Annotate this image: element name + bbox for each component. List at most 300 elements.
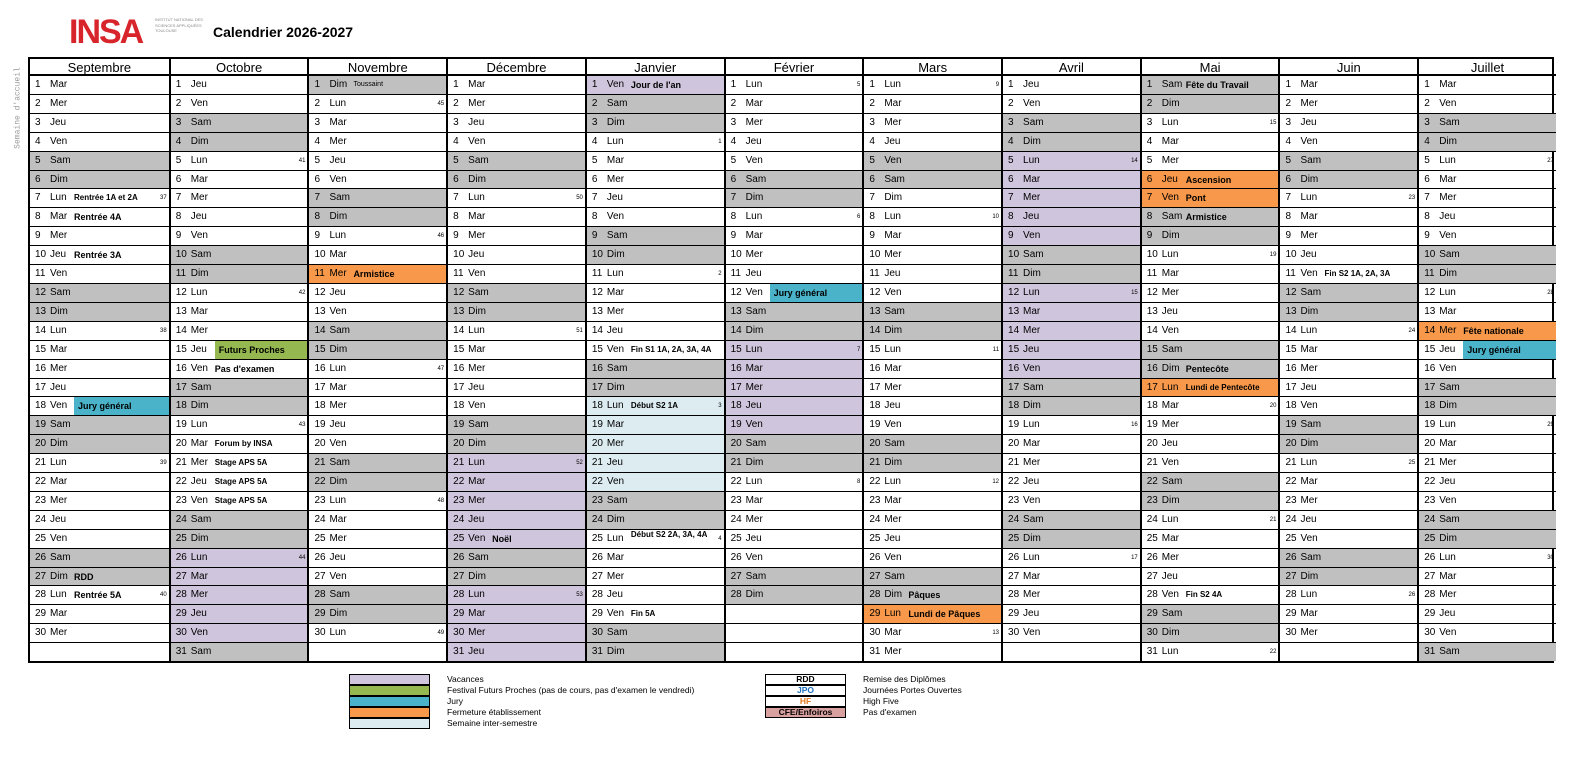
weekday: Jeu bbox=[1439, 343, 1456, 355]
weekday: Sam bbox=[1023, 381, 1044, 393]
day-number: 11 bbox=[453, 268, 464, 280]
day-cell bbox=[587, 341, 724, 360]
day-number: 14 bbox=[35, 324, 47, 336]
weekday: Sam bbox=[606, 494, 628, 506]
day-number: 23 bbox=[1285, 494, 1297, 506]
day-cell bbox=[726, 416, 863, 435]
weekday: Jeu bbox=[1161, 438, 1178, 450]
event-label: Rentrée 3A bbox=[74, 250, 122, 261]
day-number: 21 bbox=[869, 457, 881, 469]
event-label: Noël bbox=[492, 533, 512, 544]
day-cell bbox=[1280, 549, 1417, 568]
day-number: 26 bbox=[730, 551, 742, 563]
day-number: 20 bbox=[730, 438, 742, 450]
month-header: Octobre bbox=[171, 59, 308, 76]
week-number: 49 bbox=[437, 630, 445, 637]
day-number: 16 bbox=[1146, 362, 1158, 374]
weekday: Sam bbox=[1300, 551, 1322, 563]
weekday: Ven bbox=[1023, 494, 1041, 506]
day-number: 29 bbox=[35, 608, 47, 620]
weekday: Mer bbox=[1161, 419, 1179, 431]
day-number: 18 bbox=[1008, 400, 1020, 412]
weekday: Sam bbox=[190, 381, 212, 393]
day-number: 14 bbox=[1008, 324, 1020, 336]
weekday: Mar bbox=[884, 362, 902, 374]
day-number: 13 bbox=[869, 305, 881, 317]
day-cell bbox=[864, 152, 1001, 171]
event-label: Forum by INSA bbox=[214, 439, 273, 449]
month-header: Mars bbox=[864, 59, 1001, 76]
side-label-text: Semaine d'accueil bbox=[13, 67, 23, 149]
weekday: Ven bbox=[745, 551, 763, 563]
weekday: Mar bbox=[468, 343, 486, 355]
day-number: 17 bbox=[453, 381, 465, 393]
day-number: 27 bbox=[314, 570, 326, 582]
weekday: Mar bbox=[1161, 532, 1179, 544]
day-number: 9 bbox=[730, 230, 737, 242]
day-number: 28 bbox=[314, 589, 326, 601]
day-number: 4 bbox=[1008, 135, 1014, 147]
weekday: Ven bbox=[884, 419, 902, 431]
day-number: 28 bbox=[453, 589, 465, 601]
weekday: Dim bbox=[50, 570, 68, 582]
weekday: Sam bbox=[1161, 476, 1183, 488]
day-cell bbox=[1003, 95, 1140, 114]
day-cell bbox=[864, 549, 1001, 568]
day-number: 28 bbox=[1146, 589, 1158, 601]
event-label: Ascension bbox=[1185, 174, 1232, 185]
day-number: 16 bbox=[1285, 362, 1297, 374]
day-cell bbox=[448, 549, 585, 568]
day-number: 29 bbox=[1285, 608, 1297, 620]
weekday: Jeu bbox=[1439, 476, 1456, 488]
day-number: 1 bbox=[1146, 79, 1153, 90]
weekday: Lun bbox=[50, 589, 67, 601]
day-cell bbox=[30, 76, 169, 95]
day-number: 15 bbox=[35, 343, 47, 355]
weekday: Dim bbox=[1161, 230, 1180, 242]
weekday: Sam bbox=[1161, 343, 1183, 355]
legend-swatch-jury bbox=[349, 696, 430, 707]
day-cell bbox=[309, 284, 446, 303]
weekday: Jeu bbox=[1300, 116, 1317, 128]
weekday: Mer bbox=[745, 249, 763, 261]
day-number: 12 bbox=[1285, 286, 1297, 298]
day-number: 22 bbox=[869, 476, 881, 488]
weekday: Mer bbox=[1439, 324, 1457, 336]
weekday: Dim bbox=[329, 79, 348, 90]
day-cell bbox=[1280, 152, 1417, 171]
weekday: Lun bbox=[1023, 286, 1040, 298]
day-number: 30 bbox=[314, 627, 326, 639]
day-number: 5 bbox=[730, 154, 737, 166]
day-cell bbox=[1142, 246, 1279, 265]
weekday: Lun bbox=[468, 589, 485, 601]
day-number: 17 bbox=[35, 381, 47, 393]
day-cell bbox=[309, 454, 446, 473]
day-number: 6 bbox=[175, 173, 182, 185]
weekday: Sam bbox=[606, 362, 628, 374]
empty-cell bbox=[726, 605, 863, 624]
day-cell bbox=[587, 605, 724, 624]
empty-cell bbox=[1280, 643, 1417, 661]
day-number: 3 bbox=[314, 116, 320, 128]
day-cell bbox=[1419, 95, 1556, 114]
day-cell bbox=[1280, 114, 1417, 133]
day-cell bbox=[587, 246, 724, 265]
weekday: Sam bbox=[190, 116, 212, 128]
day-number: 5 bbox=[453, 154, 459, 166]
day-cell bbox=[1003, 303, 1140, 322]
day-cell bbox=[726, 549, 863, 568]
day-cell bbox=[1280, 76, 1417, 95]
weekday: Sam bbox=[1161, 79, 1183, 90]
weekday: Sam bbox=[329, 324, 350, 336]
day-number: 25 bbox=[591, 532, 603, 544]
day-cell bbox=[587, 568, 724, 587]
day-number: 25 bbox=[869, 532, 881, 544]
day-cell bbox=[1280, 360, 1417, 379]
day-cell bbox=[1419, 284, 1556, 303]
day-cell bbox=[1419, 171, 1556, 190]
day-cell bbox=[1142, 379, 1279, 398]
weekday: Lun bbox=[50, 324, 67, 336]
day-cell bbox=[171, 303, 308, 322]
day-number: 11 bbox=[591, 268, 603, 280]
weekday: Jeu bbox=[190, 79, 207, 90]
day-number: 20 bbox=[1008, 438, 1020, 450]
day-cell bbox=[309, 246, 446, 265]
day-number: 12 bbox=[175, 286, 187, 298]
day-cell bbox=[1142, 284, 1279, 303]
weekday: Ven bbox=[606, 211, 625, 223]
day-cell bbox=[171, 435, 308, 454]
day-number: 21 bbox=[175, 457, 187, 469]
day-number: 30 bbox=[1285, 627, 1297, 639]
weekday: Mer bbox=[884, 381, 902, 393]
weekday: Mar bbox=[1439, 570, 1457, 582]
day-number: 5 bbox=[1146, 154, 1153, 166]
weekday: Dim bbox=[1300, 570, 1319, 582]
day-cell bbox=[448, 246, 585, 265]
weekday: Sam bbox=[50, 419, 71, 431]
day-cell bbox=[1419, 208, 1556, 227]
day-number: 18 bbox=[730, 400, 742, 412]
day-number: 24 bbox=[1146, 513, 1158, 525]
week-number: 16 bbox=[1131, 422, 1138, 429]
day-cell bbox=[1419, 189, 1556, 208]
day-number: 17 bbox=[1008, 381, 1020, 393]
day-cell bbox=[30, 473, 169, 492]
event-label: Rentrée 5A bbox=[74, 590, 122, 601]
week-number: 11 bbox=[992, 346, 1000, 353]
weekday: Mar bbox=[1023, 173, 1041, 185]
weekday: Dim bbox=[606, 381, 625, 393]
day-number: 19 bbox=[175, 419, 187, 431]
weekday: Sam bbox=[190, 513, 212, 525]
day-number: 6 bbox=[35, 173, 41, 185]
week-number: 52 bbox=[576, 460, 583, 467]
day-number: 6 bbox=[1008, 173, 1014, 185]
weekday: Mer bbox=[745, 381, 763, 393]
day-cell bbox=[726, 322, 863, 341]
weekday: Mer bbox=[329, 135, 347, 147]
day-cell bbox=[1003, 208, 1140, 227]
day-number: 9 bbox=[175, 230, 182, 242]
weekday: Ven bbox=[50, 135, 68, 147]
day-cell bbox=[171, 568, 308, 587]
weekday: Mar bbox=[468, 211, 486, 223]
weekday: Dim bbox=[1023, 135, 1041, 147]
legend-label-jury: Jury bbox=[447, 696, 464, 706]
day-cell bbox=[30, 133, 169, 152]
day-cell bbox=[726, 133, 863, 152]
weekday: Dim bbox=[468, 173, 486, 185]
weekday: Mer bbox=[1300, 97, 1318, 109]
day-number: 31 bbox=[591, 646, 603, 658]
weekday: Mer bbox=[884, 249, 902, 261]
weekday: Dim bbox=[745, 589, 764, 601]
day-cell bbox=[726, 397, 863, 416]
day-number: 12 bbox=[453, 286, 465, 298]
day-number: 29 bbox=[1424, 608, 1436, 620]
day-number: 21 bbox=[1285, 457, 1297, 469]
weekday: Dim bbox=[884, 457, 903, 469]
day-number: 27 bbox=[1008, 570, 1020, 582]
day-cell bbox=[30, 530, 169, 549]
day-cell bbox=[309, 95, 446, 114]
weekday: Jeu bbox=[745, 135, 762, 147]
day-number: 21 bbox=[730, 457, 742, 469]
day-cell bbox=[864, 586, 1001, 605]
weekday: Mar bbox=[745, 494, 763, 506]
day-cell bbox=[30, 171, 169, 190]
day-cell bbox=[309, 416, 446, 435]
day-cell bbox=[587, 511, 724, 530]
event-label: RDD bbox=[74, 571, 94, 582]
weekday: Dim bbox=[329, 476, 348, 488]
day-number: 29 bbox=[1008, 608, 1020, 620]
weekday: Lun bbox=[1300, 324, 1318, 336]
month-column-octobre bbox=[169, 59, 308, 661]
weekday: Mer bbox=[468, 494, 486, 506]
day-number: 11 bbox=[1146, 268, 1158, 280]
day-cell bbox=[587, 208, 724, 227]
day-cell bbox=[1003, 492, 1140, 511]
month-column-juillet bbox=[1417, 59, 1556, 661]
weekday: Mer bbox=[50, 97, 68, 109]
week-number: 22 bbox=[1269, 649, 1277, 656]
day-number: 15 bbox=[869, 343, 881, 355]
week-number: 9 bbox=[995, 82, 1000, 88]
weekday: Lun bbox=[329, 627, 347, 639]
weekday: Jeu bbox=[884, 268, 901, 280]
day-cell bbox=[1280, 208, 1417, 227]
day-cell bbox=[1280, 530, 1417, 549]
day-cell bbox=[1003, 624, 1140, 643]
day-number: 12 bbox=[1146, 286, 1158, 298]
day-cell bbox=[448, 76, 585, 95]
weekday: Ven bbox=[468, 268, 486, 280]
day-cell bbox=[726, 360, 863, 379]
weekday: Ven bbox=[1300, 532, 1318, 544]
day-cell bbox=[1003, 360, 1140, 379]
month-header: Septembre bbox=[30, 59, 169, 76]
weekday: Mer bbox=[468, 230, 486, 242]
day-number: 15 bbox=[453, 343, 465, 355]
day-cell bbox=[448, 435, 585, 454]
day-number: 2 bbox=[730, 97, 737, 109]
weekday: Ven bbox=[1439, 230, 1457, 242]
day-cell bbox=[1003, 605, 1140, 624]
day-number: 8 bbox=[175, 211, 182, 223]
day-cell bbox=[171, 152, 308, 171]
weekday: Lun bbox=[884, 476, 901, 488]
day-number: 15 bbox=[1424, 343, 1436, 355]
day-number: 1 bbox=[1285, 79, 1292, 90]
day-cell bbox=[309, 322, 446, 341]
day-cell bbox=[1142, 360, 1279, 379]
day-number: 4 bbox=[35, 135, 41, 147]
weekday: Ven bbox=[1023, 362, 1041, 374]
weekday: Mer bbox=[329, 268, 347, 280]
day-number: 30 bbox=[1146, 627, 1158, 639]
weekday: Sam bbox=[1439, 249, 1460, 261]
day-number: 8 bbox=[730, 211, 737, 223]
weekday: Ven bbox=[884, 286, 902, 298]
weekday: Mar bbox=[884, 230, 902, 242]
day-number: 31 bbox=[175, 646, 187, 658]
day-cell bbox=[726, 208, 863, 227]
logo-wordmark: INSA bbox=[69, 13, 143, 51]
day-number: 9 bbox=[314, 230, 320, 242]
day-number: 21 bbox=[314, 457, 326, 469]
day-number: 12 bbox=[730, 286, 742, 298]
weekday: Ven bbox=[884, 154, 902, 166]
weekday: Jeu bbox=[884, 135, 901, 147]
day-cell bbox=[171, 397, 308, 416]
event-label: Début S2 2A, 3A, 4A bbox=[630, 530, 708, 539]
day-number: 11 bbox=[1424, 268, 1435, 280]
event-label: Jury général bbox=[78, 401, 132, 412]
day-cell bbox=[864, 473, 1001, 492]
day-number: 5 bbox=[591, 154, 598, 166]
day-number: 24 bbox=[1008, 513, 1020, 525]
day-cell bbox=[1142, 227, 1279, 246]
day-number: 1 bbox=[453, 79, 459, 90]
day-number: 16 bbox=[730, 362, 742, 374]
event-label: Pas d'examen bbox=[214, 363, 275, 374]
day-number: 30 bbox=[591, 627, 603, 639]
weekday: Ven bbox=[1439, 362, 1457, 374]
day-number: 22 bbox=[453, 476, 465, 488]
day-number: 5 bbox=[314, 154, 320, 166]
day-number: 27 bbox=[35, 570, 47, 582]
weekday: Jeu bbox=[1023, 608, 1040, 620]
weekday: Lun bbox=[1161, 249, 1179, 261]
day-cell bbox=[448, 643, 585, 661]
day-cell bbox=[309, 624, 446, 643]
day-cell bbox=[1419, 322, 1556, 341]
day-number: 31 bbox=[453, 646, 465, 658]
weekday: Sam bbox=[329, 457, 350, 469]
day-number: 17 bbox=[1146, 381, 1158, 393]
week-number: 37 bbox=[160, 195, 167, 202]
weekday: Ven bbox=[745, 419, 763, 431]
day-number: 7 bbox=[730, 192, 737, 204]
day-cell bbox=[587, 624, 724, 643]
weekday: Mar bbox=[468, 476, 486, 488]
day-cell bbox=[587, 95, 724, 114]
day-cell bbox=[1419, 435, 1556, 454]
day-number: 15 bbox=[175, 343, 187, 355]
day-cell bbox=[726, 114, 863, 133]
day-cell bbox=[1142, 435, 1279, 454]
day-cell bbox=[1280, 189, 1417, 208]
day-number: 4 bbox=[453, 135, 459, 147]
week-number: 14 bbox=[1131, 157, 1138, 164]
weekday: Jeu bbox=[1300, 513, 1317, 525]
day-cell bbox=[1419, 549, 1556, 568]
day-cell bbox=[448, 341, 585, 360]
day-cell bbox=[864, 643, 1001, 661]
empty-cell bbox=[726, 643, 863, 661]
weekday: Ven bbox=[468, 135, 486, 147]
day-number: 18 bbox=[869, 400, 881, 412]
weekday: Sam bbox=[606, 627, 628, 639]
day-number: 6 bbox=[453, 173, 459, 185]
weekday: Mer bbox=[606, 173, 625, 185]
weekday: Dim bbox=[468, 570, 486, 582]
day-number: 19 bbox=[1146, 419, 1158, 431]
weekday: Dim bbox=[745, 457, 764, 469]
day-number: 16 bbox=[175, 362, 187, 374]
weekday: Dim bbox=[1161, 97, 1180, 109]
weekday: Lun bbox=[468, 457, 485, 469]
weekday: Jeu bbox=[1439, 211, 1456, 223]
weekday: Jeu bbox=[50, 249, 67, 261]
day-cell bbox=[1419, 605, 1556, 624]
weekday: Mer bbox=[1300, 494, 1318, 506]
day-cell bbox=[448, 152, 585, 171]
weekday: Mar bbox=[606, 419, 625, 431]
weekday: Mar bbox=[329, 381, 347, 393]
weekday: Dim bbox=[606, 249, 625, 261]
weekday: Ven bbox=[745, 286, 763, 298]
weekday: Ven bbox=[1161, 324, 1179, 336]
day-cell bbox=[1419, 586, 1556, 605]
weekday: Mer bbox=[745, 116, 763, 128]
day-cell bbox=[171, 171, 308, 190]
day-number: 7 bbox=[175, 192, 182, 204]
weekday: Jeu bbox=[190, 476, 207, 488]
month-column-janvier bbox=[585, 59, 724, 661]
weekday: Jeu bbox=[329, 551, 346, 563]
weekday: Lun bbox=[1439, 154, 1456, 166]
weekday: Mar bbox=[1161, 400, 1179, 412]
day-number: 16 bbox=[453, 362, 465, 374]
day-number: 8 bbox=[1424, 211, 1430, 223]
day-cell bbox=[171, 379, 308, 398]
day-number: 24 bbox=[730, 513, 742, 525]
day-cell bbox=[1142, 586, 1279, 605]
day-cell bbox=[309, 133, 446, 152]
day-number: 5 bbox=[1008, 154, 1014, 166]
weekday: Lun bbox=[606, 400, 624, 412]
day-cell bbox=[864, 492, 1001, 511]
weekday: Mar bbox=[1300, 343, 1318, 355]
day-number: 15 bbox=[1285, 343, 1297, 355]
